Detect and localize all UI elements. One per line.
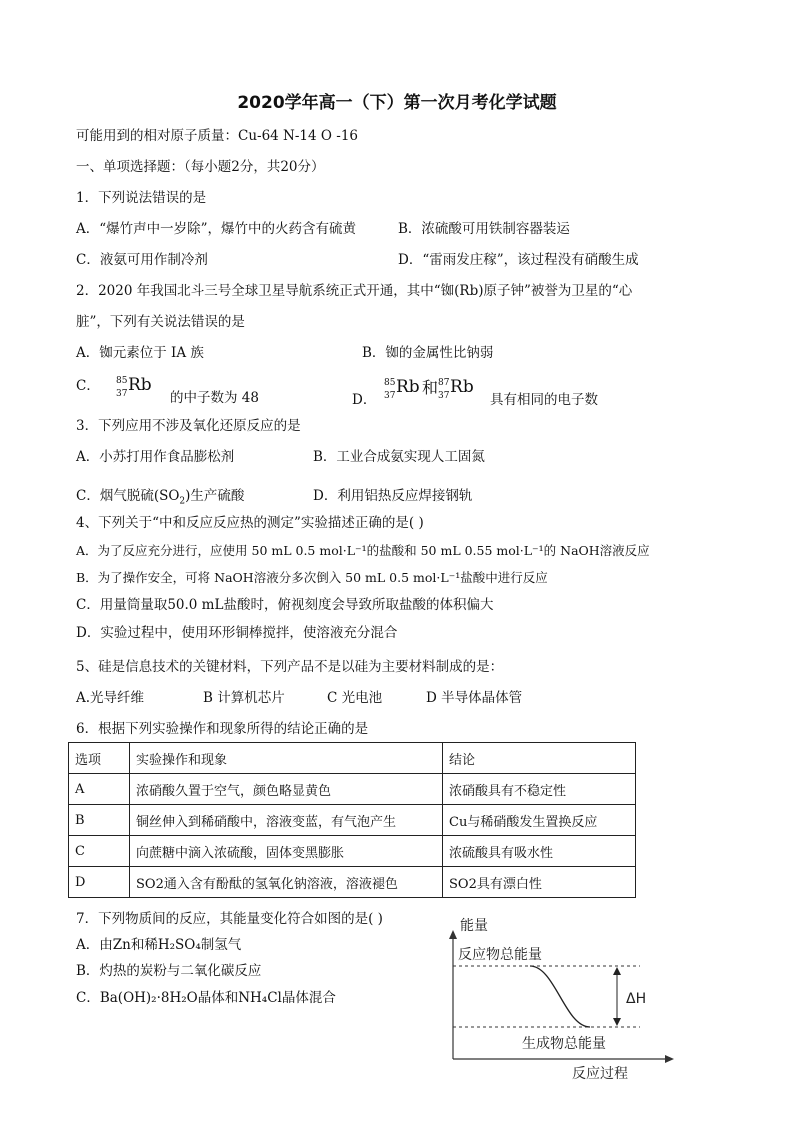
q3-c-post: )生产硫酸 <box>185 488 245 504</box>
table-cell: B <box>69 805 130 836</box>
nuclide-atomic-number: 37 <box>384 391 396 401</box>
nuclide-mass-number: 85 <box>116 376 128 386</box>
reactant-energy-label: 反应物总能量 <box>458 947 542 963</box>
q1-option-d: D．“雷雨发庄稼”，该过程没有硝酸生成 <box>398 252 639 268</box>
table-cell: 铜丝伸入到稀硝酸中，溶液变蓝，有气泡产生 <box>130 805 443 836</box>
nuclide-symbol: Rb <box>128 375 152 395</box>
q3-c-sub: 2 <box>179 496 186 507</box>
q1-option-a: A．“爆竹声中一岁除”，爆竹中的火药含有硫黄 <box>76 221 357 237</box>
nuclide-atomic-number: 37 <box>438 391 450 401</box>
y-axis-arrow-icon <box>449 930 457 939</box>
q7-stem: 7．下列物质间的反应，其能量变化符合如图的是( ) <box>76 911 383 927</box>
q1-option-b: B．浓硫酸可用铁制容器装运 <box>398 221 570 237</box>
table-header-cell: 实验操作和现象 <box>130 743 443 774</box>
nuclide-symbol: Rb <box>450 377 474 397</box>
q5-stem: 5、硅是信息技术的关键材料，下列产品不是以硅为主要材料制成的是： <box>76 659 504 675</box>
section-heading: 一、单项选择题：（每小题2分，共20分） <box>76 159 325 175</box>
product-energy-label: 生成物总能量 <box>522 1036 606 1052</box>
q3-option-a: A．小苏打用作食品膨松剂 <box>76 449 235 465</box>
arrow-down-icon <box>613 1018 621 1026</box>
q4-option-a: A．为了反应充分进行，应使用 50 mL 0.5 mol·L⁻¹的盐酸和 50 mL 0.55 mol·L⁻¹的 NaOH溶液反应 <box>76 543 650 558</box>
table-row <box>69 836 636 867</box>
q4-stem: 4、下列关于“中和反应反应热的测定”实验描述正确的是( ) <box>76 515 424 531</box>
table-cell: A <box>69 774 130 805</box>
q2-option-a: A．铷元素位于 IA 族 <box>76 345 204 361</box>
q7-option-a: A．由Zn和稀H₂SO₄制氢气 <box>76 937 242 953</box>
q5-option-b: B 计算机芯片 <box>203 690 285 706</box>
nuclide-mass-number: 87 <box>438 378 450 388</box>
nuclide-symbol: Rb <box>396 377 420 397</box>
nuclide-mass-number: 85 <box>384 378 396 388</box>
nuclide-atomic-number: 37 <box>116 389 128 399</box>
atomic-mass-line: 可能用到的相对原子质量：Cu-64 N-14 O -16 <box>76 128 358 144</box>
q7-option-b: B．灼热的炭粉与二氧化碳反应 <box>76 963 262 979</box>
x-axis-label: 反应过程 <box>572 1066 628 1082</box>
table-header-cell: 选项 <box>69 743 130 774</box>
x-axis-arrow-icon <box>665 1055 674 1063</box>
q2-option-d-label: D． <box>352 392 377 408</box>
q4-option-c: C．用量筒量取50.0 mL盐酸时，俯视刻度会导致所取盐酸的体积偏大 <box>76 597 494 613</box>
q2-option-b: B．铷的金属性比钠弱 <box>362 345 494 361</box>
q2-stem-line2: 脏”，下列有关说法错误的是 <box>76 314 245 330</box>
table-header-row <box>69 743 636 774</box>
energy-curve <box>530 966 590 1027</box>
q5-option-d: D 半导体晶体管 <box>426 690 523 706</box>
table-row <box>69 805 636 836</box>
page-title: 2020学年高一（下）第一次月考化学试题 <box>237 93 557 113</box>
table-cell: SO2具有漂白性 <box>443 867 636 898</box>
q6-table <box>68 742 636 898</box>
y-axis-label: 能量 <box>460 918 488 934</box>
table-cell: 浓硝酸具有不稳定性 <box>443 774 636 805</box>
table-cell: D <box>69 867 130 898</box>
rb-isotope-pair <box>384 376 476 400</box>
table-cell: 浓硝酸久置于空气，颜色略显黄色 <box>130 774 443 805</box>
q3-option-d: D．利用铝热反应焊接钢轨 <box>313 488 473 504</box>
q2-option-d-text: 具有相同的电子数 <box>490 392 598 408</box>
arrow-up-icon <box>613 967 621 975</box>
q5-option-c: C 光电池 <box>327 690 383 706</box>
q2-option-c-label: C． <box>76 378 100 394</box>
table-header-cell: 结论 <box>443 743 636 774</box>
q2-option-c-text: 的中子数为 48 <box>170 390 259 406</box>
q1-option-c: C．液氨可用作制冷剂 <box>76 252 208 268</box>
q3-option-c <box>76 487 244 511</box>
q4-option-b: B．为了操作安全，可将 NaOH溶液分多次倒入 50 mL 0.5 mol·L⁻¹盐酸中进行反应 <box>76 570 548 585</box>
q3-stem: 3．下列应用不涉及氧化还原反应的是 <box>76 418 301 434</box>
and-text: 和 <box>422 378 439 397</box>
table-cell: 向蔗糖中滴入浓硫酸，固体变黑膨胀 <box>130 836 443 867</box>
q3-c-pre: C．烟气脱硫(SO <box>76 488 180 504</box>
table-row <box>69 867 636 898</box>
q4-option-d: D．实验过程中，使用环形铜棒搅拌，使溶液充分混合 <box>76 625 398 641</box>
q7-option-c: C．Ba(OH)₂·8H₂O晶体和NH₄Cl晶体混合 <box>76 990 336 1006</box>
q5-option-a: A.光导纤维 <box>76 690 145 706</box>
q3-option-b: B．工业合成氨实现人工固氮 <box>313 449 485 465</box>
q2-stem-line1: 2．2020 年我国北斗三号全球卫星导航系统正式开通，其中“铷(Rb)原子钟”被誉为卫星的“心 <box>76 283 633 299</box>
rb85-nuclide <box>116 374 154 398</box>
table-cell: SO2通入含有酚酞的氢氧化钠溶液，溶液褪色 <box>130 867 443 898</box>
delta-h-label: ΔH <box>626 991 647 1007</box>
table-cell: C <box>69 836 130 867</box>
energy-diagram <box>440 916 680 1084</box>
table-cell: 浓硫酸具有吸水性 <box>443 836 636 867</box>
q6-stem: 6．根据下列实验操作和现象所得的结论正确的是 <box>76 721 369 737</box>
table-cell: Cu与稀硝酸发生置换反应 <box>443 805 636 836</box>
q1-stem: 1．下列说法错误的是 <box>76 190 207 206</box>
table-row <box>69 774 636 805</box>
